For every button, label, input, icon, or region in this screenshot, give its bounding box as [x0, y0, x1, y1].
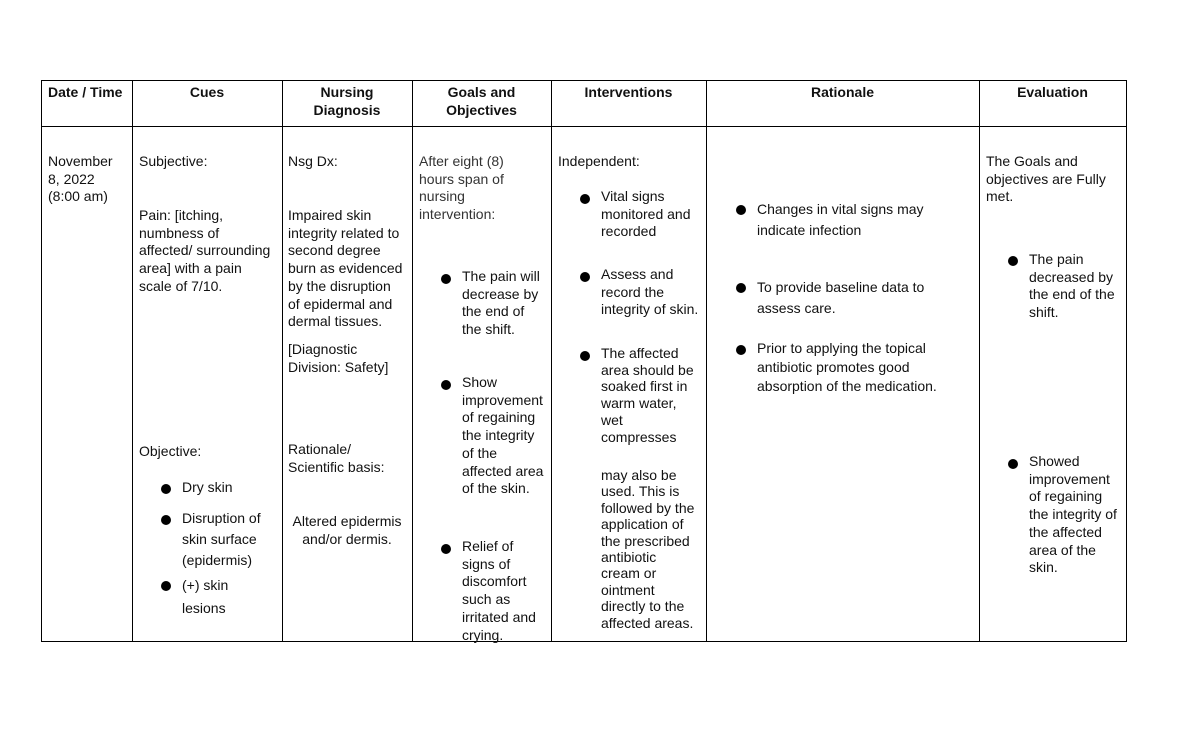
header-evaluation: Evaluation [1017, 84, 1088, 100]
goals-intro: After eight (8) hours span of nursing intervention: [419, 153, 504, 223]
rationale-scientific-basis-label: Rationale/ Scientific basis: [288, 441, 385, 475]
rationale-scientific-basis-text: Altered epidermis and/or dermis. [292, 513, 402, 547]
column-divider [706, 81, 707, 641]
date-time-value: November 8, 2022 (8:00 am) [48, 153, 113, 205]
intervention-item: The affected area should be soaked first in warm water, wet compresses [601, 345, 694, 445]
bullet-icon [441, 380, 451, 390]
bullet-icon [441, 544, 451, 554]
bullet-icon [580, 272, 590, 282]
column-divider [282, 81, 283, 641]
header-divider [42, 126, 1126, 127]
header-nursing-diagnosis: Nursing Diagnosis [313, 84, 381, 118]
bullet-icon [441, 274, 451, 284]
header-interventions: Interventions [584, 84, 673, 100]
diagnosis-text: Impaired skin integrity related to second degree burn as evidenced by the disruption of epidermal and dermal tissues. [288, 207, 403, 330]
header-date-time: Date / Time [48, 84, 123, 100]
objective-label: Objective: [139, 443, 202, 459]
column-divider [132, 81, 133, 641]
intervention-item: Assess and record the integrity of skin. [601, 266, 699, 318]
bullet-icon [736, 345, 746, 355]
header-goals-objectives: Goals and Objectives [446, 84, 517, 118]
subjective-pain-text: Pain: [itching, numbness of affected/ surrounding area] with a pain scale of 7/10. [139, 207, 271, 294]
intervention-item: Vital signs monitored and recorded [601, 188, 691, 240]
objective-item: Disruption of skin surface (epidermis) [182, 510, 261, 568]
bullet-icon [1008, 459, 1018, 469]
goal-item: Relief of signs of discomfort such as irritated and crying. [462, 538, 536, 643]
evaluation-item: The pain decreased by the end of the shift. [1029, 251, 1115, 321]
bullet-icon [161, 581, 171, 591]
header-rationale: Rationale [810, 84, 874, 100]
goal-item: Show improvement of regaining the integrity of the affected area of the skin. [462, 374, 544, 497]
bullet-icon [736, 283, 746, 293]
interventions-label: Independent: [558, 153, 640, 169]
rationale-item: Changes in vital signs may indicate infection [757, 201, 924, 238]
diagnostic-division: [Diagnostic Division: Safety] [288, 341, 389, 375]
goal-item: The pain will decrease by the end of the shift. [462, 268, 540, 338]
evaluation-intro: The Goals and objectives are Fully met. [986, 153, 1106, 205]
rationale-item: Prior to applying the topical antibiotic promotes good absorption of the medication. [757, 340, 937, 394]
bullet-icon [580, 351, 590, 361]
intervention-continuation: may also be used. This is followed by the application of the prescribed antibiotic cream or ointment directly to the affected areas. [601, 467, 695, 631]
column-divider [551, 81, 552, 641]
objective-item: Dry skin [182, 479, 233, 495]
bullet-icon [161, 515, 171, 525]
subjective-label: Subjective: [139, 153, 208, 169]
bullet-icon [736, 205, 746, 215]
rationale-item: To provide baseline data to assess care. [757, 279, 925, 316]
bullet-icon [580, 194, 590, 204]
objective-item: (+) skin lesions [182, 577, 229, 616]
column-divider [979, 81, 980, 641]
bullet-icon [161, 484, 171, 494]
bullet-icon [1008, 256, 1018, 266]
diagnosis-label: Nsg Dx: [288, 153, 338, 169]
header-cues: Cues [189, 84, 225, 100]
evaluation-item: Showed improvement of regaining the integrity of the affected area of the skin. [1029, 453, 1117, 576]
